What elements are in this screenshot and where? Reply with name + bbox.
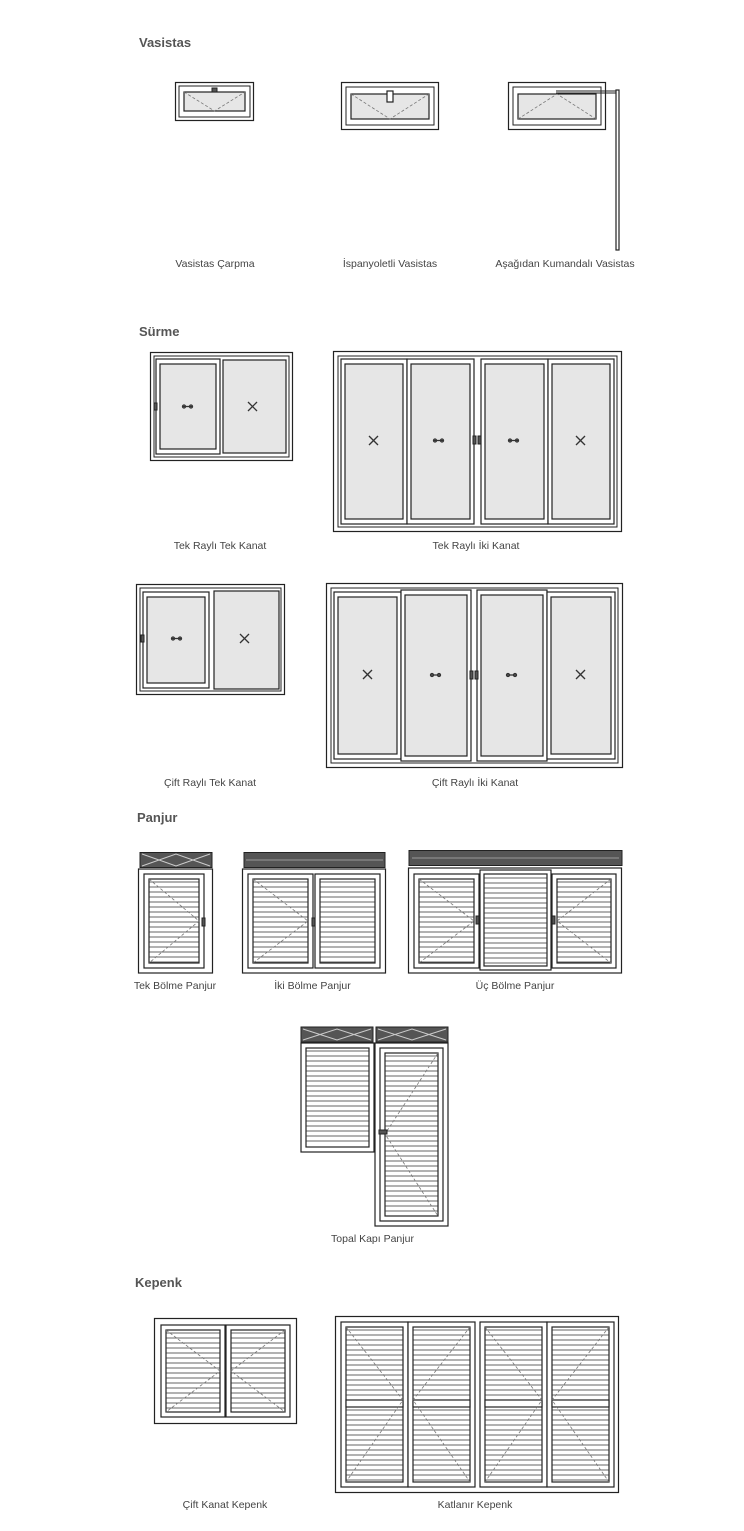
katlanir-kepenk-drawing [335, 1316, 620, 1494]
caption-tek-rayli-tek-kanat: Tek Raylı Tek Kanat [173, 540, 267, 552]
tek-rayli-iki-kanat-drawing [333, 351, 623, 533]
ispanyoletli-vasistas-drawing [341, 82, 440, 131]
caption-topal-kapi-panjur: Topal Kapı Panjur [331, 1233, 414, 1245]
caption-tek-bolme-panjur: Tek Bölme Panjur [133, 980, 217, 992]
caption-uc-bolme-panjur: Üç Bölme Panjur [475, 980, 555, 992]
asagidan-kumandali-vasistas-drawing [508, 82, 623, 252]
caption-katlanir-kepenk: Katlanır Kepenk [437, 1499, 513, 1511]
caption-ispanyoletli-vasistas: İspanyoletli Vasistas [342, 258, 438, 270]
caption-cift-rayli-tek-kanat: Çift Raylı Tek Kanat [163, 777, 256, 789]
caption-tek-rayli-iki-kanat: Tek Raylı İki Kanat [432, 540, 520, 552]
caption-iki-bolme-panjur: İki Bölme Panjur [274, 980, 351, 992]
cift-rayli-iki-kanat-drawing [326, 583, 624, 769]
vasistas-carpma-drawing [175, 82, 255, 122]
section-title-vasistas: Vasistas [139, 35, 192, 50]
section-title-surme: Sürme [139, 324, 180, 339]
caption-asagidan-kumandali-vasistas: Aşağıdan Kumandalı Vasistas [495, 258, 635, 270]
topal-kapi-panjur-drawing [300, 1026, 450, 1228]
cift-rayli-tek-kanat-drawing [136, 584, 286, 696]
iki-bolme-panjur-drawing [242, 852, 387, 974]
section-title-kepenk: Kepenk [135, 1275, 182, 1290]
caption-cift-rayli-iki-kanat: Çift Raylı İki Kanat [431, 777, 519, 789]
section-title-panjur: Panjur [137, 810, 178, 825]
caption-cift-kanat-kepenk: Çift Kanat Kepenk [182, 1499, 268, 1511]
tek-bolme-panjur-drawing [138, 852, 214, 974]
cift-kanat-kepenk-drawing [154, 1318, 298, 1425]
tek-rayli-tek-kanat-drawing [150, 352, 294, 462]
uc-bolme-panjur-drawing [408, 850, 623, 974]
caption-vasistas-carpma: Vasistas Çarpma [175, 258, 255, 270]
